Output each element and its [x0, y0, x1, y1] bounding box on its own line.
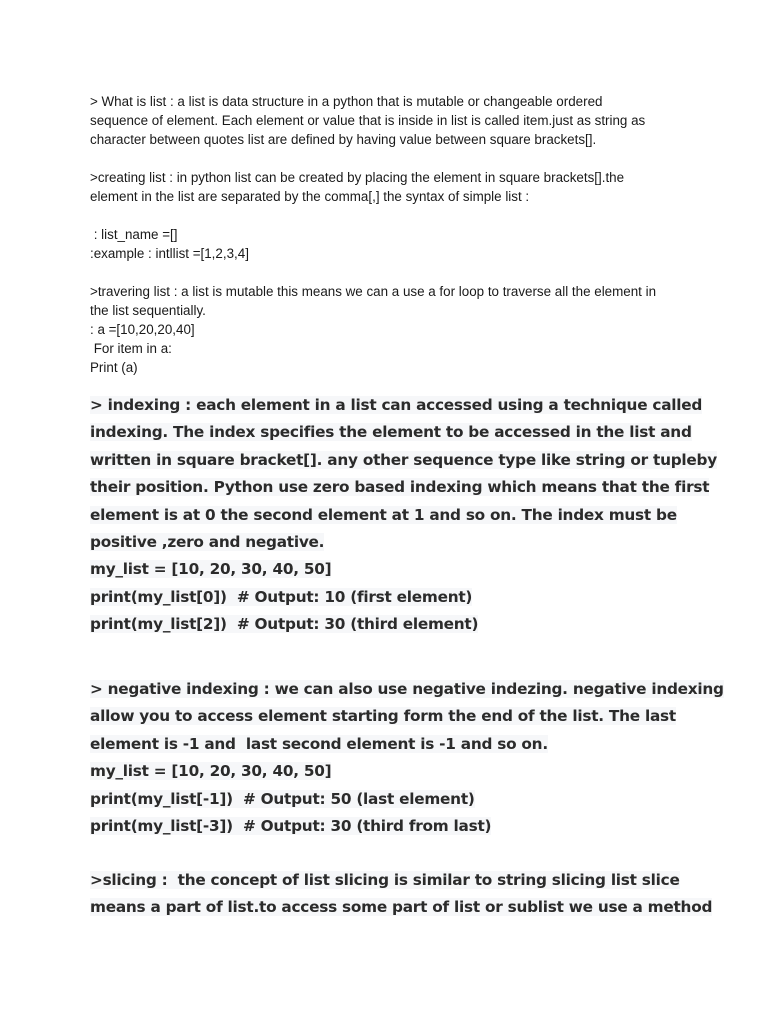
- indexing-line: [90, 392, 703, 419]
- indexing-line: [90, 474, 710, 501]
- code-text: my_list = [10, 20, 30, 40, 50]: [90, 560, 332, 579]
- slicing-line: [90, 894, 713, 921]
- traversing-line: >travering list : a list is mutable this means we can a use a for loop to traverse all the element in: [90, 284, 657, 299]
- negative-indexing-text: > negative indexing : we can also use negative indezing. negative indexing: [90, 680, 724, 698]
- syntax-line: : list_name =[]: [90, 227, 178, 242]
- negative-indexing-line: [90, 703, 690, 730]
- indexing-section: [90, 392, 717, 639]
- list-definition-line: character between quotes list are defined by having value between square brackets[].: [90, 132, 597, 147]
- code-line: [90, 611, 690, 638]
- list-definition-line: > What is list : a list is data structure in a python that is mutable or changeable ordered: [90, 94, 603, 109]
- creating-list-line: element in the list are separated by the comma[,] the syntax of simple list :: [90, 189, 530, 204]
- indexing-text: > indexing : each element in a list can accessed using a technique called: [90, 396, 703, 414]
- slicing-section: [90, 867, 713, 922]
- code-text: print(my_list[-3]) # Output: 30 (third from last): [90, 817, 492, 836]
- indexing-line: [90, 419, 690, 446]
- traversing-line: the list sequentially.: [90, 303, 206, 318]
- syntax-line: :example : intllist =[1,2,3,4]: [90, 246, 249, 261]
- traversing-code-line: For item in a:: [90, 341, 172, 356]
- indexing-line: [90, 502, 690, 529]
- indexing-line: [90, 529, 690, 556]
- indexing-text: element is at 0 the second element at 1 and so on. The index must be: [90, 505, 677, 524]
- slicing-line: [90, 867, 690, 894]
- negative-indexing-text: allow you to access element starting form the end of the list. The last: [90, 707, 676, 726]
- code-line: [90, 813, 690, 840]
- list-definition-line: sequence of element. Each element or value that is inside in list is called item.just as string as: [90, 113, 646, 128]
- slicing-text: means a part of list.to access some part of list or sublist we use a method: [90, 898, 713, 917]
- code-text: print(my_list[-1]) # Output: 50 (last element): [90, 789, 475, 808]
- indexing-text: positive ,zero and negative.: [90, 533, 325, 552]
- traversing-code-line: Print (a): [90, 360, 138, 375]
- creating-list-line: >creating list : in python list can be created by placing the element in square brackets[].the: [90, 170, 625, 185]
- code-text: my_list = [10, 20, 30, 40, 50]: [90, 762, 332, 781]
- indexing-text: indexing. The index specifies the element to be accessed in the list and: [90, 423, 692, 442]
- intro-section: [90, 92, 690, 377]
- code-text: print(my_list[2]) # Output: 30 (third element): [90, 615, 479, 634]
- indexing-line: [90, 447, 717, 474]
- code-line: [90, 556, 690, 583]
- slicing-text: >slicing : the concept of list slicing is similar to string slicing list slice: [90, 871, 680, 889]
- negative-indexing-line: [90, 731, 690, 758]
- traversing-code-line: : a =[10,20,20,40]: [90, 322, 195, 337]
- code-line: [90, 584, 690, 611]
- indexing-text: their position. Python use zero based indexing which means that the first: [90, 478, 710, 497]
- negative-indexing-line: [90, 676, 724, 703]
- indexing-text: written in square bracket[]. any other sequence type like string or tupleby: [90, 450, 717, 469]
- code-line: [90, 758, 690, 785]
- negative-indexing-section: [90, 676, 724, 840]
- code-text: print(my_list[0]) # Output: 10 (first element): [90, 587, 473, 606]
- negative-indexing-text: element is -1 and last second element is -1 and so on.: [90, 734, 548, 753]
- code-line: [90, 786, 690, 813]
